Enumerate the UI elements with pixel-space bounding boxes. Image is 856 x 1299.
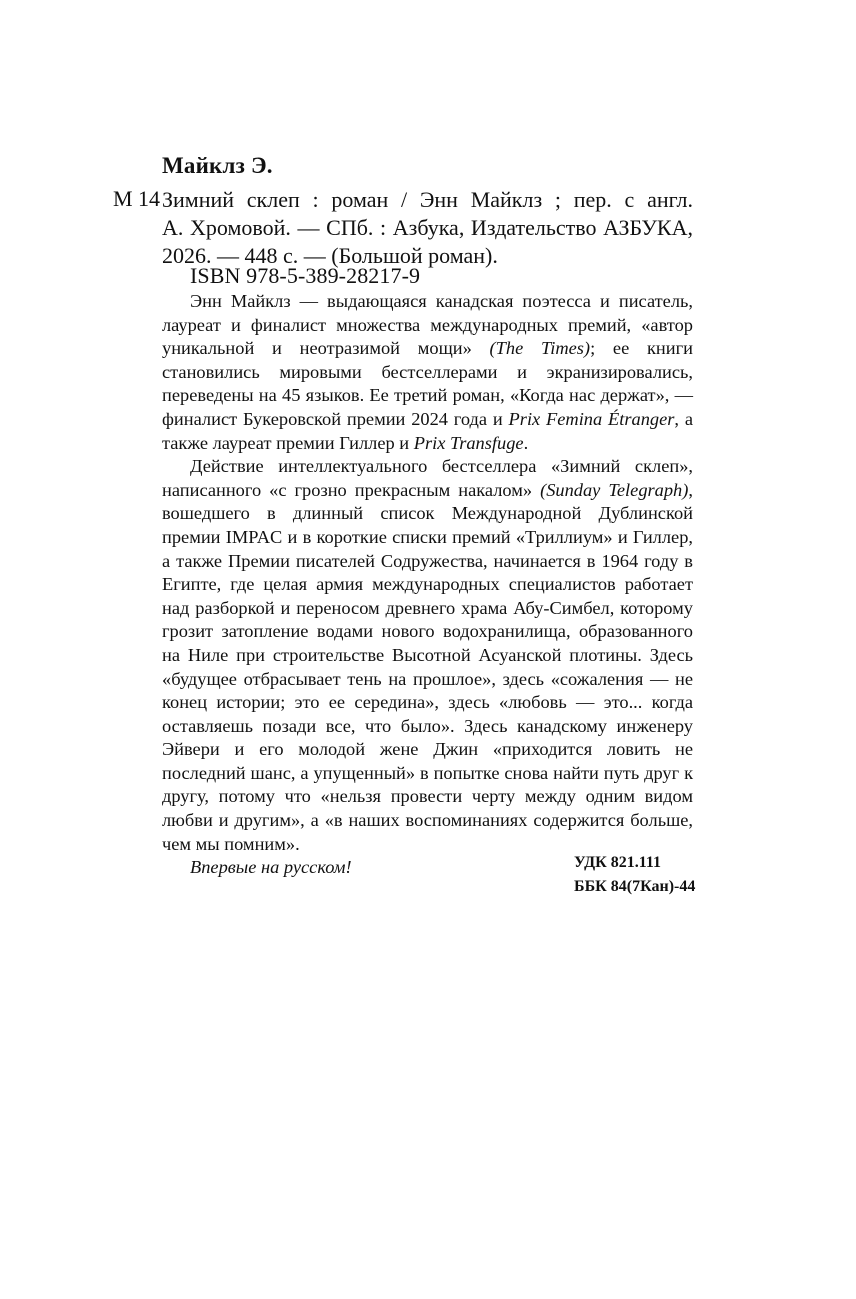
- annotation-paragraph-author: Энн Майклз — выдающаяся канадская поэтесса и писатель, лауреат и финалист множества международных премий, «автор уникальной и неотразимой мощи» (The Times); ее книги становились мировыми бестселлерами и экранизировались, переведены на 45 языков. Ее третий роман, «Когда нас держат», — финалист Букеровской премии 2024 года и Prix Femina Étranger, а также лауреат премии Гиллер и Prix Transfuge.: [162, 291, 693, 453]
- annotation-block: [162, 290, 693, 880]
- isbn: ISBN 978-5-389-28217-9: [190, 263, 421, 288]
- author-heading: Майклз Э.: [162, 153, 273, 178]
- first-russian-edition-note: Впервые на русском!: [190, 857, 352, 878]
- award-name: Prix Transfuge: [413, 432, 524, 453]
- bibliographic-line-2: А. Хромовой. — СПб. : Азбука, Издательство АЗБУКА,: [162, 215, 693, 240]
- udk-code: УДК 821.111: [574, 854, 661, 871]
- bibliographic-line-1: Зимний склеп : роман / Энн Майклз ; пер. с англ.: [162, 187, 693, 212]
- citation-source: (The Times): [489, 338, 591, 359]
- classification-codes: [574, 851, 695, 899]
- annotation-paragraph-novel: Действие интеллектуального бестселлера «Зимний склеп», написанного «с грозно прекрасным накалом» (Sunday Telegraph), вошедшего в длинный список Международной Дублинской премии IMPAC и в короткие списки премий «Триллиум» и Гиллер, а также Премии писателей Содружества, начинается в 1964 году в Египте, где целая армия международных специалистов работает над разборкой и переносом древнего храма Абу-Симбел, которому грозит затопление водами нового водохранилища, образованного на Ниле при строительстве Высотной Асуанской плотины. Здесь «будущее отбрасывает тень на прошлое», здесь «сожаления — не конец истории; это ее середина», здесь «любовь — это... когда оставляешь позади все, что было». Здесь канадскому инженеру Эйвери и его молодой жене Джин «приходится ловить не последний шанс, а упущенный» в попытке снова найти путь друг к другу, потому что «нельзя провести черту между одним видом любви и другим», а «в наших воспоминаниях содержится больше, чем мы помним».: [162, 456, 693, 854]
- award-name: Prix Femina Étranger: [508, 408, 675, 429]
- bibliographic-line-3: 2026. — 448 с. — (Большой роман).: [162, 243, 498, 268]
- citation-source: (Sunday Telegraph): [540, 479, 689, 500]
- author-cipher: М 14: [113, 186, 161, 211]
- bbk-code: ББК 84(7Кан)-44: [574, 878, 696, 895]
